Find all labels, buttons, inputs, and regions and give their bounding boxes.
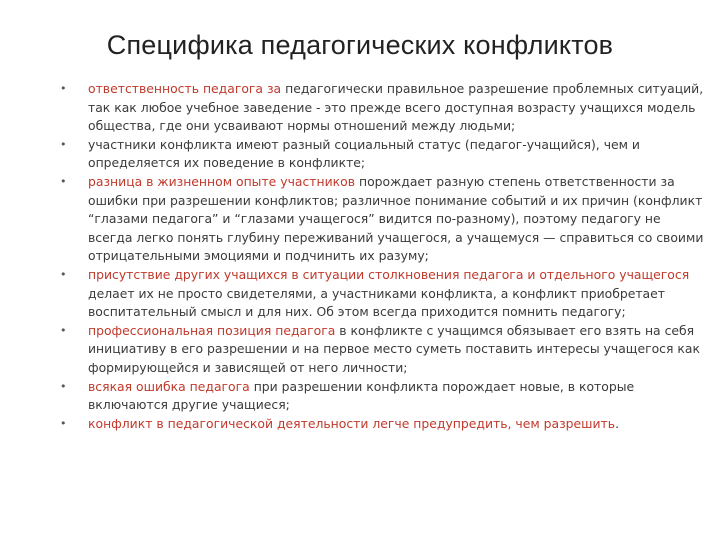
list-item [60, 322, 708, 378]
list-item [60, 136, 708, 173]
highlight-text: профессиональная позиция педагога [88, 322, 336, 338]
highlight-text: присутствие других учащихся в ситуации столкновения педагога и отдельного учащегося [88, 266, 690, 282]
item-text: порождает разную степень ответственности за ошибки при разрешении конфликтов; различное понимание событий и их причин (конфликт “глазами педагога” и “глазами учащегося” видится по-разному), поэтому педагогу не всегда легко понять глубину переживаний учащегося, а учащемуся — справиться со своими отрицательными эмоциями и подчинить их разуму; [88, 173, 704, 264]
list-item [60, 266, 708, 322]
highlight-text: всякая ошибка педагога [88, 378, 250, 394]
list-item [60, 173, 708, 266]
list-item [60, 415, 708, 434]
page-title: Специфика педагогических конфликтов [106, 30, 614, 60]
item-text: . [615, 415, 620, 431]
item-text: при разрешении конфликта порождает новые, в которые включаются другие учащиеся; [88, 378, 635, 413]
highlight-text: разница в жизненном опыте участников [88, 173, 356, 189]
bullet-icon: • [60, 416, 67, 430]
bullet-icon: • [60, 379, 67, 393]
bullet-icon: • [60, 323, 67, 337]
item-text: в конфликте с учащимся обязывает его взять на себя инициативу в его разрешении и на первое место суметь поставить интересы учащегося как формирующейся и зависящей от него личности; [88, 322, 700, 375]
item-text: педагогически правильное разрешение проблемных ситуаций, так как любое учебное заведение - это прежде всего доступная возрасту учащихся модель общества, где они усваивают нормы отношений между людьми; [88, 81, 704, 134]
list-item [60, 80, 708, 136]
bullet-icon: • [60, 267, 67, 281]
list-item [60, 378, 708, 415]
bullet-icon: • [60, 174, 67, 188]
bullet-icon: • [60, 137, 67, 151]
bullet-icon: • [60, 82, 67, 95]
item-text: делает их не просто свидетелями, а участниками конфликта, а конфликт приобретает воспитательный смысл и для них. Об этом всегда приходится помнить педагогу; [88, 285, 665, 320]
highlight-text: ответственность педагога за [88, 81, 282, 96]
highlight-text: конфликт в педагогической деятельности легче предупредить, чем разрешить [88, 415, 616, 431]
item-text: участники конфликта имеют разный социальный статус (педагог-учащийся), чем и определяется их поведение в конфликте; [88, 136, 640, 171]
bullet-list [60, 80, 708, 433]
